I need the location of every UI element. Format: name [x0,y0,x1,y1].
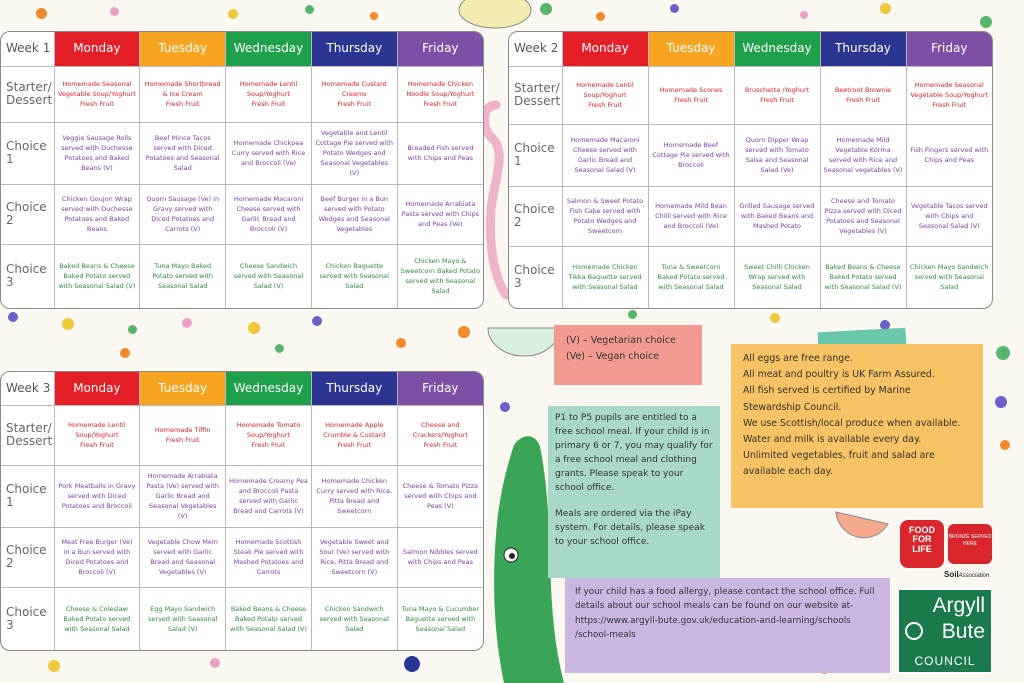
menu-cell-starter: Homemade Lentil Soup/Yoghurt Fresh Fruit [226,66,312,122]
vegetarian-legend: (V) – Vegetarian choice [566,335,676,346]
menu-cell-choice-2: Homemade Mild Bean Chilli served with Rice and Broccoli (Ve) [648,186,734,246]
sourcing-line: All meat and poultry is UK Farm Assured. [743,369,935,381]
menu-cell-choice-3: Tuna Mayo & Cucumber Baguette served with Seasonal Salad [397,587,483,650]
menu-cell-choice-3: Cheese & Coleslaw Baked Potato served with Seasonal Salad [54,587,140,650]
menu-cell-choice-3: Tuna & Sweetcorn Baked Potato served with Seasonal Salad [648,246,734,308]
grapefruit-illustration [832,506,892,556]
menu-cell-choice-2: Homemade Arrabiata Pasta served with Chips and Peas (Ve) [397,184,483,244]
menu-cell-choice-2: Quorn Sausage (Ve) in Gravy served with Diced Potatoes and Carrots (V) [140,184,226,244]
menu-cell-choice-2: Homemade Macaroni Cheese served with Garlic Bread and Broccoli (V) [226,184,312,244]
menu-cell-starter: Bruschetta /Yoghurt Fresh Fruit [734,66,820,124]
menu-cell-choice-1: Homemade Beef Cottage Pie served with Broccoli [648,124,734,186]
row-label-choice-2: Choice 2 [509,186,562,246]
menu-cell-choice-3: Chicken Baguette served with Seasonal Salad [311,244,397,308]
week-label: Week 2 [509,32,562,66]
day-header-thursday: Thursday [311,32,397,66]
menu-cell-starter: Homemade Apple Crumble & Custard Fresh Fruit [311,405,397,465]
menu-cell-choice-2: Vegetable Sweet and Sour (Ve) served with Rice, Pitta Bread and Sweetcorn (V) [311,527,397,587]
row-label-choice-2: Choice 2 [1,527,54,587]
menu-cell-choice-3: Homemade Chicken Tikka Baguette served with Seasonal Salad [562,246,648,308]
ipay-text: Meals are ordered via the iPay system. For details, please speak to your school office. [555,508,705,547]
day-header-monday: Monday [54,372,140,405]
week-2-menu [508,31,993,309]
menu-cell-choice-2: Chicken Goujon Wrap served with Duchesse Potatoes and Baked Beans [54,184,140,244]
allergy-note [565,578,890,673]
menu-cell-choice-1: Homemade Chicken Curry served with Rice, Pitta Bread and Sweetcorn [311,465,397,527]
melon-slice-illustration [484,320,564,360]
vegan-legend: (Ve) – Vegan choice [566,351,660,363]
day-header-friday: Friday [906,32,992,66]
menu-cell-choice-3: Baked Beans & Cheese Baked Potato served with Seasonal Salad (V) [54,244,140,308]
menu-cell-choice-3: Tuna Mayo Baked Potato served with Seasonal Salad [140,244,226,308]
row-label-choice-1: Choice 1 [509,124,562,186]
row-label-choice-3: Choice 3 [1,587,54,650]
school-meals-link[interactable]: /school-meals [575,629,636,640]
menu-cell-choice-2: Salmon Nibbles served with Chips and Peas [397,527,483,587]
menu-cell-choice-2: Salmon & Sweet Potato Fish Cake served with Potato Wedges and Sweetcorn [562,186,648,246]
menu-cell-choice-1: Breaded Fish served with Chips and Peas [397,122,483,184]
day-header-tuesday: Tuesday [140,32,226,66]
sourcing-line: All eggs are free range. [743,353,853,364]
council-name-line-1: Argyll [932,594,985,617]
menu-cell-starter: Homemade Lentil Soup/Yoghurt Fresh Fruit [54,405,140,465]
menu-cell-starter: Cheese and Crackers/Yoghurt Fresh Fruit [397,405,483,465]
menu-cell-choice-3: Egg Mayo Sandwich served with Seasonal Salad (V) [140,587,226,650]
dietary-legend [554,325,702,385]
menu-cell-starter: Homemade Lentil Soup/Yoghurt Fresh Fruit [562,66,648,124]
menu-cell-choice-3: Sweet Chilli Chicken Wrap served with Seasonal Salad [734,246,820,308]
week-1-menu [0,31,484,309]
soil-association-logo: SoilAssociation [944,570,990,579]
menu-cell-starter: Beetroot Brownie Fresh Fruit [820,66,906,124]
row-label-choice-1: Choice 1 [1,465,54,527]
row-label-choice-1: Choice 1 [1,122,54,184]
menu-cell-choice-3: Cheese Sandwich served with Seasonal Salad (V) [226,244,312,308]
food-for-life-badge: FOOD FOR LIFE [900,520,944,568]
free-meals-text: P1 to P5 pupils are entitled to a free school meal. If your child is in primary 6 or 7, you may qualify for a free school meal and clothing grants. Please speak to your school office. [555,413,713,493]
free-school-meals-note [548,406,720,578]
week-label: Week 1 [1,32,54,66]
menu-cell-choice-2: Meat Free Burger (Ve) in a Bun served with Diced Potatoes and Broccoli (V) [54,527,140,587]
day-header-tuesday: Tuesday [140,372,226,405]
menu-cell-choice-1: Vegetable and Lentil Cottage Pie served with Potato Wedges and Seasonal Vegetables (V) [311,122,397,184]
menu-cell-starter: Homemade Seasonal Vegetable Soup/Yoghurt Fresh Fruit [54,66,140,122]
menu-cell-starter: Homemade Shortbread & Ice Cream Fresh Fruit [140,66,226,122]
menu-cell-starter: Homemade Tiffin Fresh Fruit [140,405,226,465]
day-header-tuesday: Tuesday [648,32,734,66]
row-label-starter: Starter/ Dessert [1,66,54,122]
menu-cell-choice-2: Grilled Sausage served with Baked Beans and Mashed Potato [734,186,820,246]
menu-cell-choice-1: Pork Meatballs in Gravy served with Diced Potatoes and Broccoli [54,465,140,527]
sourcing-line: Water and milk is available every day. [743,433,922,445]
council-name-line-3: COUNCIL [914,654,976,668]
sourcing-line: We use Scottish/local produce when available. [743,417,961,429]
sourcing-line: All fish served is certified by Marine Stewardship Council. [743,385,911,413]
menu-cell-choice-2: Cheese and Tomato Pizza served with Diced Potatoes and Seasonal Vegetables (V) [820,186,906,246]
row-label-choice-3: Choice 3 [1,244,54,308]
menu-cell-choice-1: Quorn Dipper Wrap served with Tomato Salsa and Seasonal Salad (Ve) [734,124,820,186]
menu-cell-choice-1: Homemade Macaroni Cheese served with Garlic Bread and Seasonal Salad (V) [562,124,648,186]
row-label-choice-2: Choice 2 [1,184,54,244]
menu-cell-choice-1: Cheese & Tomato Pizza served with Chips and Peas (V) [397,465,483,527]
week-label: Week 3 [1,372,54,405]
menu-cell-choice-1: Beef Mince Tacos served with Diced Potatoes and Seasonal Salad [140,122,226,184]
bronze-served-here-badge: BRONZE SERVED HERE [948,524,992,564]
allergy-text: If your child has a food allergy, please contact the school office. Full details about our school meals can be found on our website at- [575,587,875,612]
menu-cell-choice-1: Homemade Arrabiata Pasta (Ve) served with Garlic Bread and Seasonal Vegetables (V) [140,465,226,527]
menu-cell-choice-3: Baked Beans & Cheese Baked Potato served with Seasonal Salad (V) [820,246,906,308]
argyll-bute-council-logo [897,588,993,674]
menu-cell-choice-1: Fish Fingers served with Chips and Peas [906,124,992,186]
menu-cell-choice-2: Beef Burger in a Bun served with Potato Wedges and Seasonal Vegetables [311,184,397,244]
menu-cell-choice-1: Homemade Creamy Pea and Broccoli Pasta served with Garlic Bread and Carrots (V) [226,465,312,527]
school-meals-link[interactable]: https://www.argyll-bute.gov.uk/education-and-learning/schools [575,615,851,626]
sourcing-info-note [731,344,983,508]
menu-cell-starter: Homemade Tomato Soup/Yoghurt Fresh Fruit [226,405,312,465]
menu-cell-choice-2: Vegetable Chow Mein served with Garlic Bread and Seasonal Vegetables (V) [140,527,226,587]
menu-cell-choice-3: Chicken Sandwich served with Seasonal Salad [311,587,397,650]
council-name-line-2: Bute [941,620,985,643]
day-header-monday: Monday [54,32,140,66]
day-header-wednesday: Wednesday [226,32,312,66]
menu-cell-choice-2: Homemade Scottish Steak Pie served with Mashed Potatoes and Carrots [226,527,312,587]
row-label-starter: Starter/ Dessert [509,66,562,124]
menu-cell-starter: Homemade Seasonal Vegetable Soup/Yoghurt Fresh Fruit [906,66,992,124]
day-header-wednesday: Wednesday [734,32,820,66]
food-for-life-logo [900,520,996,582]
menu-cell-starter: Homemade Custard Creams Fresh Fruit [311,66,397,122]
week-3-menu [0,371,484,651]
row-label-starter: Starter/ Dessert [1,405,54,465]
menu-cell-choice-1: Veggie Sausage Rolls served with Duchesse Potatoes and Baked Beans (V) [54,122,140,184]
day-header-wednesday: Wednesday [226,372,312,405]
menu-cell-choice-1: Homemade Chickpea Curry served with Rice and Broccoli (Ve) [226,122,312,184]
menu-cell-starter: Homemade Chicken Noodle Soup/Yoghurt Fresh Fruit [397,66,483,122]
menu-cell-choice-3: Chicken Mayo Sandwich served with Seasonal Salad [906,246,992,308]
menu-cell-choice-2: Vegetable Tacos served with Chips and Seasonal Salad (V) [906,186,992,246]
menu-cell-choice-1: Homemade Mild Vegetable Korma served with Rice and Seasonal vegetables (V) [820,124,906,186]
menu-cell-choice-3: Chicken Mayo & Sweetcorn Baked Potato served with Seasonal Salad [397,244,483,308]
day-header-monday: Monday [562,32,648,66]
menu-cell-choice-3: Baked Beans & Cheese Baked Potato served with Seasonal Salad (V) [226,587,312,650]
sourcing-line: Unlimited vegetables, fruit and salad are available each day. [743,450,935,478]
day-header-thursday: Thursday [820,32,906,66]
menu-cell-starter: Homemade Scones Fresh Fruit [648,66,734,124]
day-header-friday: Friday [397,32,483,66]
day-header-friday: Friday [397,372,483,405]
row-label-choice-3: Choice 3 [509,246,562,308]
lemon-illustration [455,0,535,34]
day-header-thursday: Thursday [311,372,397,405]
council-crest-icon [905,622,923,640]
